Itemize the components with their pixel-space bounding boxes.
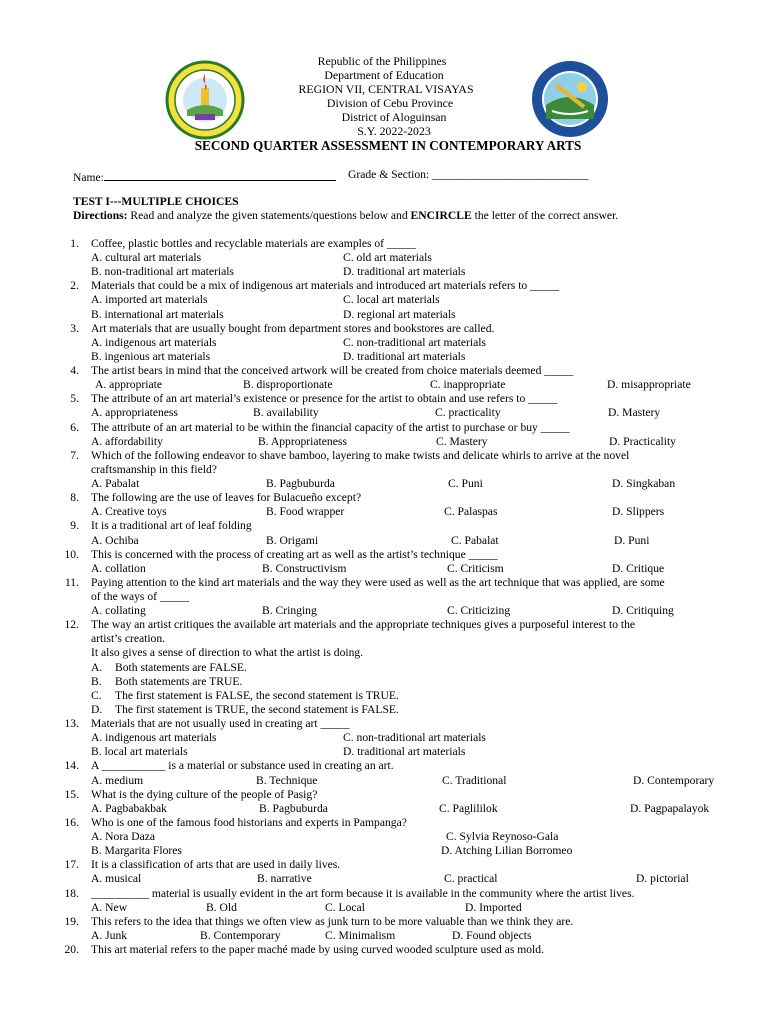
- answer-option[interactable]: B. Old: [206, 900, 237, 914]
- answer-option[interactable]: A.: [91, 660, 103, 674]
- grade-section-label[interactable]: Grade & Section: ___________________________: [348, 168, 589, 181]
- question-text: Materials that are not usually used in creating art _____: [91, 717, 350, 731]
- answer-option[interactable]: The first statement is TRUE, the second statement is FALSE.: [115, 702, 399, 716]
- question-number: 6.: [70, 420, 79, 434]
- answer-option[interactable]: C. old art materials: [343, 251, 432, 265]
- answer-option[interactable]: D.: [91, 702, 103, 716]
- answer-option[interactable]: C.: [91, 688, 102, 702]
- directions-text: Read and analyze the given statements/questions below and: [127, 209, 411, 222]
- answer-option[interactable]: A. indigenous art materials: [91, 335, 217, 349]
- answer-option[interactable]: A. Creative toys: [91, 505, 167, 519]
- answer-option[interactable]: D. Practicality: [609, 434, 676, 448]
- header-line-6: S.Y. 2022-2023: [357, 124, 431, 138]
- answer-option[interactable]: B. disproportionate: [243, 378, 333, 392]
- answer-option[interactable]: D. Mastery: [608, 406, 661, 420]
- directions-label: Directions:: [73, 209, 128, 222]
- name-label: Name:: [73, 171, 104, 184]
- answer-option[interactable]: B. Pagbuburda: [259, 801, 328, 815]
- answer-option[interactable]: D. pictorial: [636, 872, 689, 886]
- question-number: 14.: [64, 759, 79, 773]
- answer-option[interactable]: B. Appropriateness: [258, 434, 347, 448]
- name-field[interactable]: [104, 168, 336, 181]
- question-number: 5.: [70, 392, 79, 406]
- answer-option[interactable]: C. inappropriate: [430, 378, 506, 392]
- question-text-continued: craftsmanship in this field?: [91, 462, 217, 476]
- answer-option[interactable]: B. ingenious art materials: [91, 349, 211, 363]
- question-text: The way an artist critiques the available art materials and the appropriate techniques gives a purposeful interest to the: [91, 618, 636, 632]
- question-text: It is a traditional art of leaf folding: [91, 519, 252, 533]
- question-text: A ___________ is a material or substance used in creating an art.: [91, 759, 394, 773]
- answer-option[interactable]: A. medium: [91, 773, 144, 787]
- header-line-3: REGION VII, CENTRAL VISAYAS: [298, 82, 474, 96]
- answer-option[interactable]: C. Puni: [448, 477, 483, 491]
- answer-option[interactable]: D. Slippers: [612, 505, 665, 519]
- answer-option[interactable]: D. misappropriate: [607, 378, 691, 392]
- answer-option[interactable]: C. Criticizing: [447, 604, 511, 618]
- answer-option[interactable]: A. collating: [91, 604, 146, 618]
- page-title: SECOND QUARTER ASSESSMENT IN CONTEMPORARY ARTS: [194, 138, 582, 153]
- answer-option[interactable]: D. regional art materials: [343, 307, 456, 321]
- answer-option[interactable]: D. Imported: [465, 900, 522, 914]
- answer-option[interactable]: C. Sylvia Reynoso-Gala: [446, 830, 559, 844]
- answer-option[interactable]: B. Margarita Flores: [91, 844, 182, 858]
- question-number: 15.: [64, 787, 79, 801]
- answer-option[interactable]: The first statement is FALSE, the second statement is TRUE.: [115, 688, 399, 702]
- answer-option[interactable]: D. traditional art materials: [343, 745, 466, 759]
- question-number: 9.: [70, 519, 79, 533]
- answer-option[interactable]: C. practicality: [435, 406, 501, 420]
- answer-option[interactable]: C. non-traditional art materials: [343, 731, 486, 745]
- question-text: Coffee, plastic bottles and recyclable materials are examples of _____: [91, 237, 416, 250]
- question-text-continued: It also gives a sense of direction to what the artist is doing.: [91, 646, 364, 660]
- answer-option[interactable]: B.: [91, 674, 102, 688]
- question-number: 7.: [70, 448, 79, 462]
- answer-option[interactable]: A. appropriateness: [91, 406, 178, 420]
- question-number: 1.: [70, 237, 79, 250]
- answer-option[interactable]: C. Traditional: [442, 773, 507, 787]
- answer-option[interactable]: A. affordability: [91, 434, 163, 448]
- answer-option[interactable]: D. Contemporary: [633, 773, 715, 787]
- question-text: This is concerned with the process of creating art as well as the artist’s technique _____: [91, 547, 498, 561]
- answer-option[interactable]: B. Contemporary: [200, 928, 281, 942]
- answer-option[interactable]: B. Cringing: [262, 604, 317, 618]
- question-text: Paying attention to the kind art materials and the way they were used as well as the art technique that was applied, are some: [91, 575, 665, 589]
- answer-option[interactable]: B. narrative: [257, 872, 312, 886]
- answer-option[interactable]: A. imported art materials: [91, 293, 208, 307]
- answer-option[interactable]: A. Ochiba: [91, 533, 139, 547]
- answer-option[interactable]: C. Local: [325, 900, 365, 914]
- answer-option[interactable]: A. cultural art materials: [91, 251, 202, 265]
- answer-option[interactable]: B. Origami: [266, 533, 319, 547]
- header-line-5: District of Aloguinsan: [341, 110, 447, 124]
- header-line-4: Division of Cebu Province: [326, 96, 454, 110]
- question-text: Materials that could be a mix of indigenous art materials and introduced art materials refers to _____: [91, 279, 560, 293]
- answer-option[interactable]: A. appropriate: [95, 378, 162, 392]
- directions-text-end: the letter of the correct answer.: [471, 209, 619, 222]
- answer-option[interactable]: D. traditional art materials: [343, 349, 466, 363]
- answer-option[interactable]: C. practical: [444, 872, 498, 886]
- question-number: 4.: [70, 364, 79, 378]
- answer-option[interactable]: C. Criticism: [447, 561, 504, 575]
- answer-option[interactable]: B. Pagbuburda: [266, 477, 335, 491]
- answer-option[interactable]: A. Nora Daza: [91, 830, 156, 844]
- answer-option[interactable]: C. non-traditional art materials: [343, 335, 486, 349]
- question-text-continued: artist’s creation.: [91, 632, 166, 646]
- question-text: The attribute of an art material’s existence or presence for the artist to obtain and use refers to _____: [91, 392, 558, 406]
- question-number: 10.: [64, 547, 79, 561]
- question-text: What is the dying culture of the people of Pasig?: [91, 787, 318, 801]
- answer-option[interactable]: C. Minimalism: [325, 928, 396, 942]
- answer-option[interactable]: A. collation: [91, 561, 146, 575]
- question-text: This refers to the idea that things we often view as junk turn to be more valuable than we think they are.: [91, 914, 574, 928]
- question-text: The attribute of an art material to be within the financial capacity of the artist to purchase or buy _____: [91, 420, 570, 434]
- question-number: 17.: [64, 858, 79, 872]
- answer-option[interactable]: B. Technique: [256, 773, 318, 787]
- answer-option[interactable]: C. local art materials: [343, 293, 440, 307]
- answer-option[interactable]: C. Palaspas: [444, 505, 498, 519]
- answer-option[interactable]: D. Critiquing: [612, 604, 674, 618]
- answer-option[interactable]: A. musical: [91, 872, 142, 886]
- question-number: 3.: [70, 321, 79, 335]
- answer-option[interactable]: A. New: [91, 900, 128, 914]
- question-text: Art materials that are usually bought from department stores and bookstores are called.: [91, 321, 495, 335]
- question-text: __________ material is usually evident in the art form because it is available in the community where the artist lives.: [91, 886, 635, 900]
- answer-option[interactable]: A. indigenous art materials: [91, 731, 217, 745]
- question-number: 18.: [64, 886, 79, 900]
- question-number: 8.: [70, 491, 79, 505]
- question-number: 11.: [64, 575, 79, 589]
- answer-option[interactable]: D. traditional art materials: [343, 265, 466, 279]
- question-number: 12.: [64, 618, 79, 632]
- question-text: It is a classification of arts that are used in daily lives.: [91, 858, 341, 872]
- name-row: [73, 168, 336, 185]
- answer-option[interactable]: D. Atching Lilian Borromeo: [441, 844, 573, 858]
- question-number: 2.: [70, 279, 79, 293]
- question-text-continued: of the ways of _____: [91, 590, 189, 603]
- test-heading: TEST I---MULTIPLE CHOICES: [73, 195, 239, 208]
- directions-encircle: ENCIRCLE: [410, 209, 472, 222]
- header-line-1: Republic of the Philippines: [317, 54, 447, 68]
- answer-option[interactable]: D. Found objects: [452, 928, 532, 942]
- header-line-2: Department of Education: [324, 68, 444, 82]
- answer-option[interactable]: B. Constructivism: [262, 561, 347, 575]
- answer-option[interactable]: C. Mastery: [436, 434, 488, 448]
- directions: [73, 209, 618, 223]
- answer-option[interactable]: B. Food wrapper: [266, 505, 345, 519]
- answer-option[interactable]: Both statements are TRUE.: [115, 674, 243, 688]
- answer-option[interactable]: B. local art materials: [91, 745, 188, 759]
- answer-option[interactable]: A. Pabalat: [91, 477, 140, 491]
- question-text: The artist bears in mind that the conceived artwork will be created from choice materials deemed _____: [91, 364, 574, 378]
- question-text: Which of the following endeavor to shave bamboo, layering to make twists and delicate whirls to arrive at the novel: [91, 448, 630, 462]
- question-number: 19.: [64, 914, 79, 928]
- answer-option[interactable]: A. Pagbabakbak: [91, 801, 167, 815]
- answer-option[interactable]: C. Pabalat: [451, 533, 499, 547]
- answer-option[interactable]: D. Singkaban: [612, 477, 676, 491]
- answer-option[interactable]: C. Paglililok: [439, 801, 498, 815]
- answer-option[interactable]: B. international art materials: [91, 307, 224, 321]
- answer-option[interactable]: B. non-traditional art materials: [91, 265, 234, 279]
- answer-option[interactable]: A. Junk: [91, 928, 128, 942]
- answer-option[interactable]: D. Pagpapalayok: [630, 801, 710, 815]
- question-number: 13.: [64, 717, 79, 731]
- question-text: The following are the use of leaves for Bulacueño except?: [91, 491, 362, 505]
- question-text: This art material refers to the paper maché made by using curved wooded sculpture used as mold.: [91, 943, 544, 956]
- answer-option[interactable]: D. Critique: [612, 561, 665, 575]
- question-text: Who is one of the famous food historians and experts in Pampanga?: [91, 815, 407, 829]
- question-number: 20.: [64, 943, 79, 956]
- answer-option[interactable]: Both statements are FALSE.: [115, 660, 247, 674]
- answer-option[interactable]: D. Puni: [614, 533, 650, 547]
- question-number: 16.: [64, 815, 79, 829]
- answer-option[interactable]: B. availability: [253, 406, 319, 420]
